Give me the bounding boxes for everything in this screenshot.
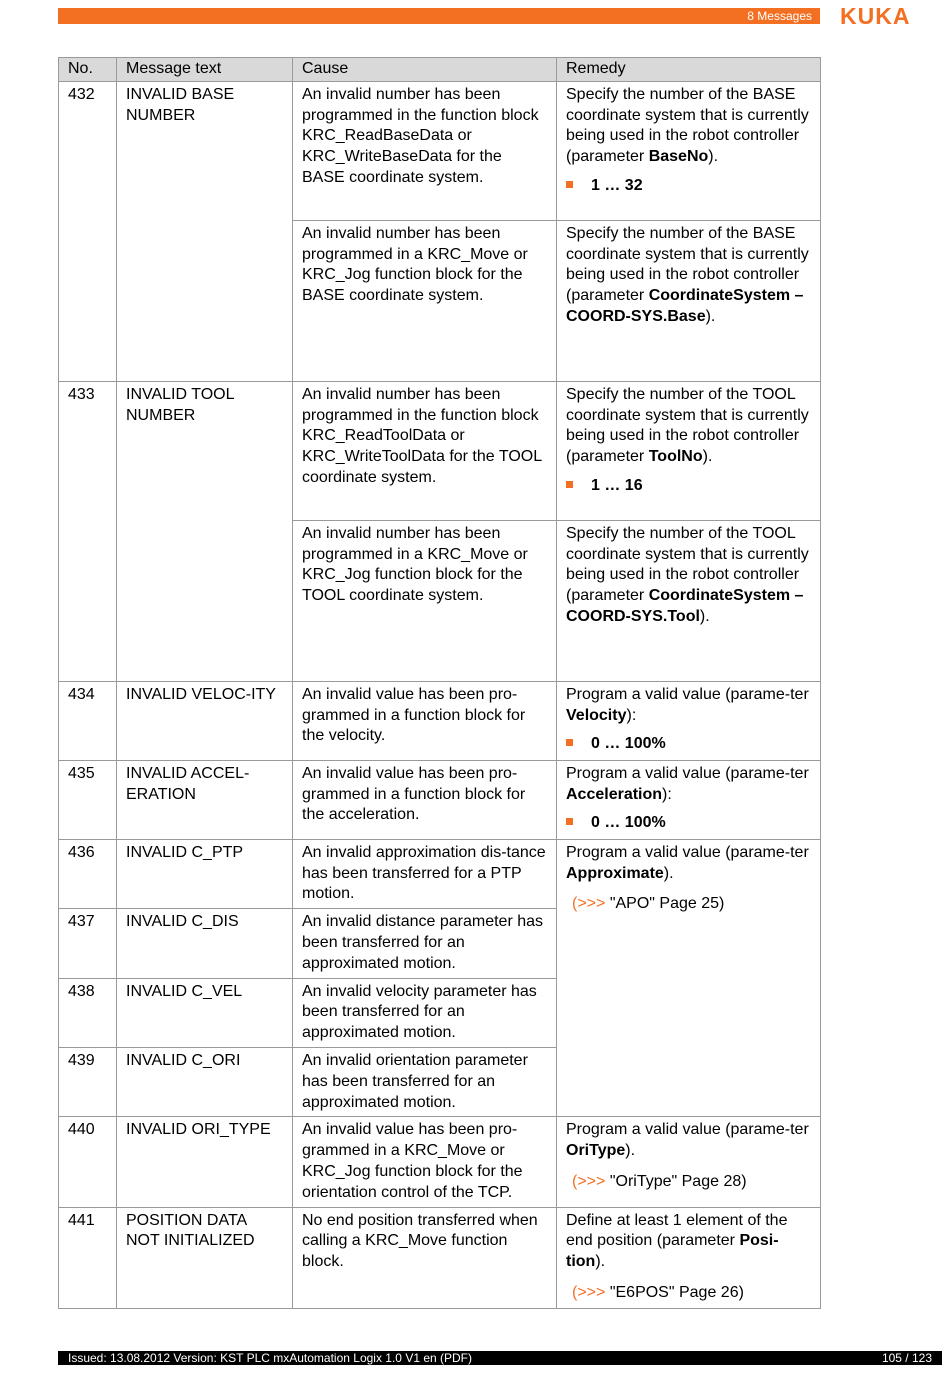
msg-text: INVALID ACCEL-ERATION — [117, 760, 293, 839]
msg-no: 441 — [59, 1207, 117, 1308]
msg-no: 433 — [59, 381, 117, 681]
remedy-cell: Define at least 1 element of the end position (parameter Posi-tion). (>>> "E6POS" Page 26) — [557, 1207, 821, 1308]
param-name: CoordinateSystem – COORD-SYS.Base — [566, 287, 804, 325]
table-row — [59, 839, 821, 908]
cause-cell: An invalid number has been programmed in a KRC_Move or KRC_Jog function block for the TOOL coordinate system. — [293, 520, 557, 681]
msg-no: 439 — [59, 1047, 117, 1116]
cause-cell: An invalid number has been programmed in the function block KRC_ReadToolData or KRC_WriteToolData for the TOOL coordinate system. — [293, 381, 557, 520]
remedy-cell: Program a valid value (parame-ter Approximate). (>>> "APO" Page 25) — [557, 839, 821, 1117]
chapter-title: 8 Messages — [747, 9, 812, 23]
msg-text: INVALID VELOC-ITY — [117, 681, 293, 760]
bullet-square-icon — [566, 739, 573, 746]
param-name: Velocity — [566, 706, 627, 724]
remedy-cell: Specify the number of the TOOL coordinate system that is currently being used in the robot controller (parameter CoordinateSystem – COORD-SYS.Tool). — [557, 520, 821, 681]
cause-cell: An invalid value has been pro-grammed in a function block for the acceleration. — [293, 760, 557, 839]
msg-no: 436 — [59, 839, 117, 908]
cause-cell: An invalid orientation parameter has been transferred for an approximated motion. — [293, 1047, 557, 1116]
cause-cell: An invalid value has been pro-grammed in a function block for the velocity. — [293, 681, 557, 760]
param-name: Acceleration — [566, 785, 663, 803]
messages-table — [58, 57, 821, 1309]
header-remedy: Remedy — [557, 58, 821, 82]
range-bullet: 1 … 16 — [566, 476, 812, 497]
range-bullet: 0 … 100% — [566, 734, 812, 755]
msg-text: INVALID C_ORI — [117, 1047, 293, 1116]
cross-reference-link[interactable]: (>>> "APO" Page 25) — [572, 895, 725, 913]
bullet-square-icon — [566, 818, 573, 825]
table-row — [59, 1117, 821, 1207]
msg-no: 440 — [59, 1117, 117, 1207]
remedy-cell: Program a valid value (parame-ter Acceleration): 0 … 100% — [557, 760, 821, 839]
cross-reference-link[interactable]: (>>> "OriType" Page 28) — [572, 1172, 747, 1190]
msg-text: INVALID TOOL NUMBER — [117, 381, 293, 681]
table-row — [59, 760, 821, 839]
table-header-row — [59, 58, 821, 82]
cause-cell: An invalid approximation dis-tance has been transferred for a PTP motion. — [293, 839, 557, 908]
remedy-cell: Specify the number of the BASE coordinate system that is currently being used in the robot controller (parameter BaseNo). 1 … 32 — [557, 81, 821, 220]
msg-text: INVALID BASE NUMBER — [117, 81, 293, 381]
param-name: CoordinateSystem – COORD-SYS.Tool — [566, 587, 804, 625]
cause-cell: No end position transferred when calling a KRC_Move function block. — [293, 1207, 557, 1308]
svg-text:KUKA: KUKA — [840, 5, 911, 27]
remedy-cell: Program a valid value (parame-ter Velocity): 0 … 100% — [557, 681, 821, 760]
msg-no: 432 — [59, 81, 117, 381]
cause-cell: An invalid number has been programmed in the function block KRC_ReadBaseData or KRC_WriteBaseData for the BASE coordinate system. — [293, 81, 557, 220]
msg-text: POSITION DATA NOT INITIALIZED — [117, 1207, 293, 1308]
kuka-logo — [840, 5, 942, 32]
xref-arrow-icon: (>>> — [572, 1172, 606, 1190]
msg-no: 438 — [59, 978, 117, 1047]
msg-text: INVALID ORI_TYPE — [117, 1117, 293, 1207]
bullet-square-icon — [566, 181, 573, 188]
range-bullet: 1 … 32 — [566, 176, 812, 197]
msg-text: INVALID C_DIS — [117, 909, 293, 978]
param-name: Posi-tion — [566, 1232, 779, 1271]
header-cause: Cause — [293, 58, 557, 82]
param-name: ToolNo — [648, 448, 703, 466]
cause-cell: An invalid value has been pro-grammed in a KRC_Move or KRC_Jog function block for the orientation control of the TCP. — [293, 1117, 557, 1207]
page-number: 105 / 123 — [881, 1351, 932, 1365]
header-no: No. — [59, 58, 117, 82]
table-row — [59, 1207, 821, 1308]
param-name: OriType — [566, 1142, 626, 1160]
msg-no: 434 — [59, 681, 117, 760]
cause-cell: An invalid number has been programmed in a KRC_Move or KRC_Jog function block for the BASE coordinate system. — [293, 220, 557, 381]
table-row — [59, 681, 821, 760]
cause-cell: An invalid velocity parameter has been transferred for an approximated motion. — [293, 978, 557, 1047]
remedy-cell: Specify the number of the BASE coordinate system that is currently being used in the robot controller (parameter CoordinateSystem – COORD-SYS.Base). — [557, 220, 821, 381]
msg-text: INVALID C_VEL — [117, 978, 293, 1047]
header-message: Message text — [117, 58, 293, 82]
remedy-cell: Specify the number of the TOOL coordinate system that is currently being used in the robot controller (parameter ToolNo). 1 … 16 — [557, 381, 821, 520]
bullet-square-icon — [566, 481, 573, 488]
param-name: Approximate — [566, 864, 664, 882]
issued-info: Issued: 13.08.2012 Version: KST PLC mxAutomation Logix 1.0 V1 en (PDF) — [68, 1351, 472, 1365]
cross-reference-link[interactable]: (>>> "E6POS" Page 26) — [572, 1283, 744, 1301]
table-row — [59, 381, 821, 520]
xref-arrow-icon: (>>> — [572, 895, 606, 913]
range-bullet: 0 … 100% — [566, 813, 812, 834]
cause-cell: An invalid distance parameter has been transferred for an approximated motion. — [293, 909, 557, 978]
xref-arrow-icon: (>>> — [572, 1283, 606, 1301]
table-row — [59, 81, 821, 220]
msg-no: 435 — [59, 760, 117, 839]
msg-no: 437 — [59, 909, 117, 978]
param-name: BaseNo — [648, 148, 709, 166]
msg-text: INVALID C_PTP — [117, 839, 293, 908]
header-bar — [58, 8, 820, 24]
remedy-cell: Program a valid value (parame-ter OriType). (>>> "OriType" Page 28) — [557, 1117, 821, 1207]
